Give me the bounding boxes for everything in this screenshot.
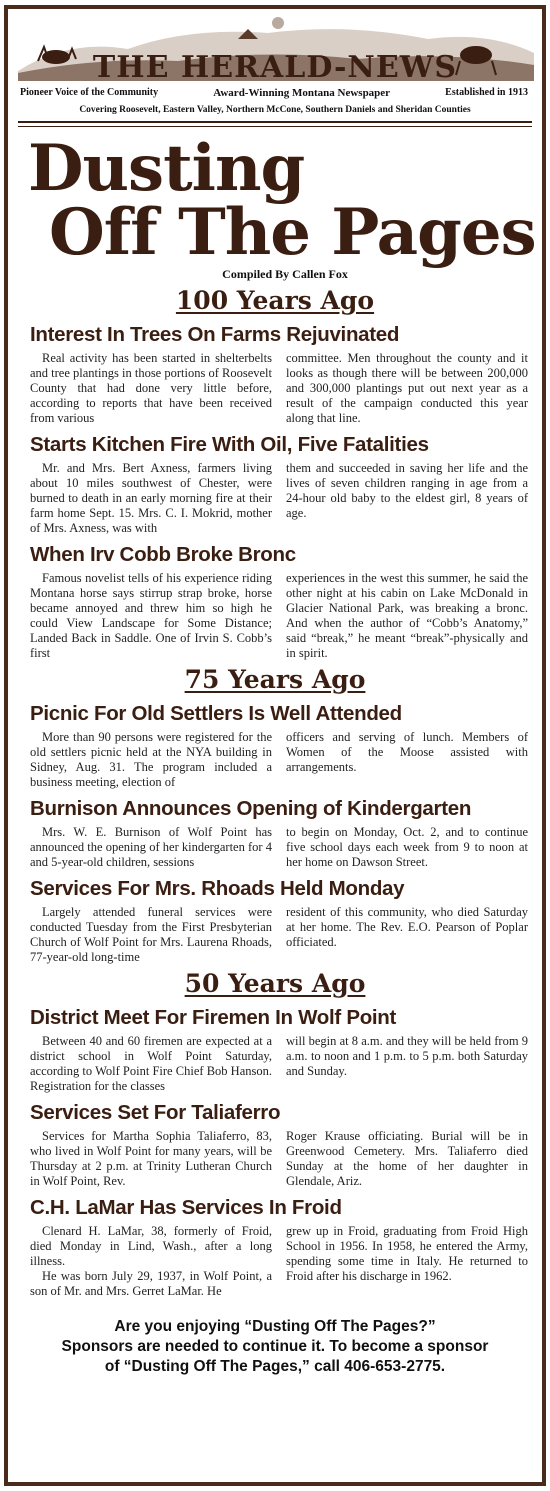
story-column-left (30, 730, 272, 790)
paragraph: to begin on Monday, Oct. 2, and to continue five school days each week from 9 to noon at her home on Dawson Street. (286, 825, 528, 869)
section-heading-75-years: 75 Years Ago (184, 665, 366, 694)
paragraph: experiences in the west this summer, he said the other night at his cabin on Lake McDonald in Glacier National Park, was breaking a bronc. And when the author of “Cobb’s Anatomy,” said “break,” he meant “break”-physically and in spirit. (286, 571, 528, 660)
page-title-line1: Dusting (28, 131, 305, 206)
story-body (30, 905, 528, 965)
sponsor-line: Are you enjoying “Dusting Off The Pages?” (114, 1318, 436, 1335)
paragraph: grew up in Froid, graduating from Froid High School in 1956. In 1958, he entered the Army, spending some time in Italy. He returned to Froid after his discharge in 1962. (286, 1224, 528, 1283)
story-column-left (30, 1129, 272, 1189)
paragraph: Between 40 and 60 firemen are expected at a district school in Wolf Point Saturday, according to Wolf Point Fire Chief Bob Hanson. Registration for the classes (30, 1034, 272, 1093)
story-headline: C.H. LaMar Has Services In Froid (30, 1196, 342, 1219)
story-body (30, 730, 528, 790)
byline: Compiled By Callen Fox (222, 267, 348, 281)
divider (18, 121, 532, 123)
paragraph: He was born July 29, 1937, in Wolf Point, a son of Mr. and Mrs. Gerret LaMar. He (30, 1269, 272, 1298)
story-body (30, 1034, 528, 1094)
story-body (30, 825, 528, 870)
divider (18, 126, 532, 127)
paragraph: committee. Men throughout the county and it looks as though there will be between 200,000 and 300,000 plantings put out next year as a result of the campaign conducted this year along that line. (286, 351, 528, 425)
paragraph: Famous novelist tells of his experience riding Montana horse says stirrup strap broke, horse became annoyed and threw him so high he could View Landscape for Some Distance; Landed Back in Saddle. One of Irvin S. Cobb’s first (30, 571, 272, 660)
story-column-right (286, 730, 528, 790)
paragraph: Mr. and Mrs. Bert Axness, farmers living about 10 miles southwest of Chester, were burned to death in an early morning fire at their farm home Sept. 15. Mrs. C. I. Mokrid, mother of Mrs. Axness, was with (30, 461, 272, 535)
paragraph: Roger Krause officiating. Burial will be in Greenwood Cemetery. Mrs. Taliaferro died Sunday at the home of her daughter in Glendale, Ariz. (286, 1129, 528, 1188)
page-title-line2: Off The Pages (49, 195, 536, 270)
story-column-left (30, 571, 272, 661)
story-column-left (30, 351, 272, 426)
sponsor-line: of “Dusting Off The Pages,” call 406-653-2775. (104, 1358, 446, 1375)
story-body (30, 461, 528, 536)
ad-frame (4, 5, 546, 1486)
masthead (8, 9, 542, 117)
story-column-right (286, 461, 528, 536)
paragraph: Services for Martha Sophia Taliaferro, 83, who lived in Wolf Point for many years, will be Thursday at 2 p.m. at Trinity Lutheran Church in Wolf Point, Rev. (30, 1129, 272, 1188)
story-column-right (286, 1129, 528, 1189)
story-column-left (30, 1224, 272, 1299)
section-heading-100-years: 100 Years Ago (175, 286, 375, 315)
story-column-left (30, 825, 272, 870)
story-column-right (286, 1034, 528, 1094)
story-body (30, 1224, 528, 1299)
paragraph: More than 90 persons were registered for the old settlers picnic held at the NYA building in Sidney, Aug. 31. The program included a business meeting, election of (30, 730, 272, 789)
story-headline: Services Set For Taliaferro (30, 1101, 281, 1124)
paragraph: Real activity has been started in shelterbelts and tree plantings in those portions of Roosevelt County that had done very little before, according to reports that have been received from various (30, 351, 272, 425)
coverage-line: Covering Roosevelt, Eastern Valley, Northern McCone, Southern Daniels and Sheridan Counties (79, 105, 471, 115)
story-body (30, 351, 528, 426)
story-headline: Picnic For Old Settlers Is Well Attended (30, 702, 402, 725)
newspaper-title: THE HERALD-NEWS (92, 50, 458, 85)
story-headline: When Irv Cobb Broke Bronc (30, 543, 296, 566)
sponsor-line: Sponsors are needed to continue it. To become a sponsor (61, 1338, 489, 1355)
masthead-established: Established in 1913 (445, 87, 528, 98)
sponsor-appeal (8, 1317, 542, 1377)
paragraph: Largely attended funeral services were conducted Tuesday from the First Presbyterian Church of Wolf Point for Mrs. Laurena Rhoads, 77-year-old long-time (30, 905, 272, 964)
story-body (30, 571, 528, 661)
story-column-right (286, 905, 528, 965)
story-column-left (30, 1034, 272, 1094)
story-headline: Services For Mrs. Rhoads Held Monday (30, 877, 405, 900)
story-headline: District Meet For Firemen In Wolf Point (30, 1006, 397, 1029)
story-column-right (286, 571, 528, 661)
story-headline: Starts Kitchen Fire With Oil, Five Fatalities (30, 433, 429, 456)
masthead-tagline-row (20, 87, 528, 99)
paragraph: Clenard H. LaMar, 38, formerly of Froid, died Monday in Lind, Wash., after a long illness. (30, 1224, 272, 1268)
paragraph: officers and serving of lunch. Members of Women of the Moose assisted with arrangements. (286, 730, 528, 774)
story-headline: Interest In Trees On Farms Rejuvinated (30, 323, 400, 346)
masthead-tagline-left: Pioneer Voice of the Community (20, 87, 159, 98)
story-column-right (286, 825, 528, 870)
story-body (30, 1129, 528, 1189)
story-headline: Burnison Announces Opening of Kindergarten (30, 797, 472, 820)
story-column-right (286, 1224, 528, 1299)
story-column-right (286, 351, 528, 426)
paragraph: resident of this community, who died Saturday at her home. The Rev. E.O. Pearson of Poplar officiated. (286, 905, 528, 949)
paragraph: will begin at 8 a.m. and they will be held from 9 a.m. to noon and 1 p.m. to 5 p.m. both Saturday and Sunday. (286, 1034, 528, 1078)
story-column-left (30, 461, 272, 536)
paragraph: Mrs. W. E. Burnison of Wolf Point has announced the opening of her kindergarten for 4 and 5-year-old children, sessions (30, 825, 272, 869)
paragraph: them and succeeded in saving her life and the lives of seven children ranging in age from a 24-hour old baby to the eldest girl, 8 years of age. (286, 461, 528, 520)
masthead-tagline-center: Award-Winning Montana Newspaper (213, 87, 391, 99)
section-heading-50-years: 50 Years Ago (184, 969, 366, 998)
story-column-left (30, 905, 272, 965)
